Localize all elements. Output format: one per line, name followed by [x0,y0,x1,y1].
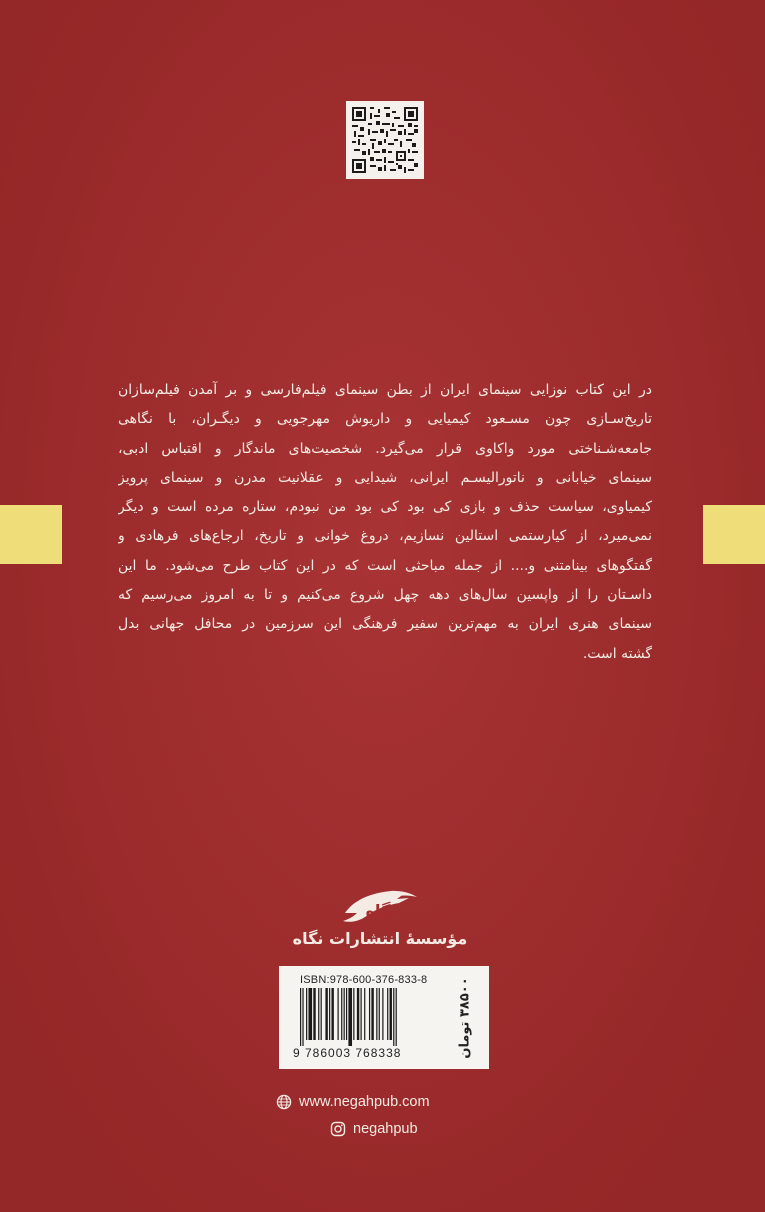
description-line: جامعه‌شـناختی مورد واکاوی قرار می‌گیرد. شخصیت‌های ماندگار و اقتباس ادبی، [118,440,652,457]
publisher-name: مؤسسهٔ انتشارات نگاه [292,929,468,948]
left-yellow-tab [0,505,62,564]
description-line: سینمای خیابانی و ناتورالیسـم ایرانی، شیدایی و عقلانیت مدرن و سینمای پرویز [118,469,652,486]
right-yellow-tab [703,505,765,564]
description-line: در این کتاب نوزایی سینمای ایران از بطن سینمای فیلم‌فارسی و بر آمدن فیلم‌سازان [118,382,652,398]
isbn-text: ISBN:978-600-376-833-8 [300,974,428,986]
description-line: سینمای هنری ایران به مهم‌ترین سفیر فرهنگی این سرزمین در محافل جهانی بدل [118,616,652,633]
description-line: نمی‌میرد، از کیارستمی استالین نسازیم، دروغ خوانی و تاریخ، ارجاع‌های فرهادی و [118,528,652,545]
barcode-number: 9 786003 768338 [293,1046,402,1060]
globe-icon [276,1094,292,1110]
website-url: www.negahpub.com [299,1094,430,1110]
description-line: گشته است. [582,645,652,662]
description-line: گفتگوهای بینامتنی و.... از جمله مباحثی است که در این کتاب طرح می‌شود. ما این [118,557,652,574]
barcode [300,988,440,1046]
price-text: ۳۸۵۰۰ تومان [457,976,473,1059]
description-line: داسـتان را از واپسین سال‌های دهه چهل شروع می‌کنیم و تا به امروز می‌رسیم که [118,587,652,604]
instagram-icon [330,1121,346,1137]
isbn-barcode-box [279,966,489,1069]
description-line: کیمیاوی، سیاست حذف و بازی کی بود کی بود من نبودم، ستاره مرده است و دیگر [118,499,652,516]
website-contact[interactable] [276,1094,430,1110]
book-description [118,376,652,669]
instagram-handle: negahpub [353,1121,418,1137]
qr-code [346,101,424,179]
price-label [445,970,485,1065]
instagram-contact[interactable] [330,1121,418,1137]
negah-logo [339,883,421,927]
logo-text: نگاه [365,901,397,920]
description-line: تاریخ‌سـازی چون مسـعود کیمیایی و داریوش مهرجویی و دیگـران، با نگاهی [118,411,652,428]
